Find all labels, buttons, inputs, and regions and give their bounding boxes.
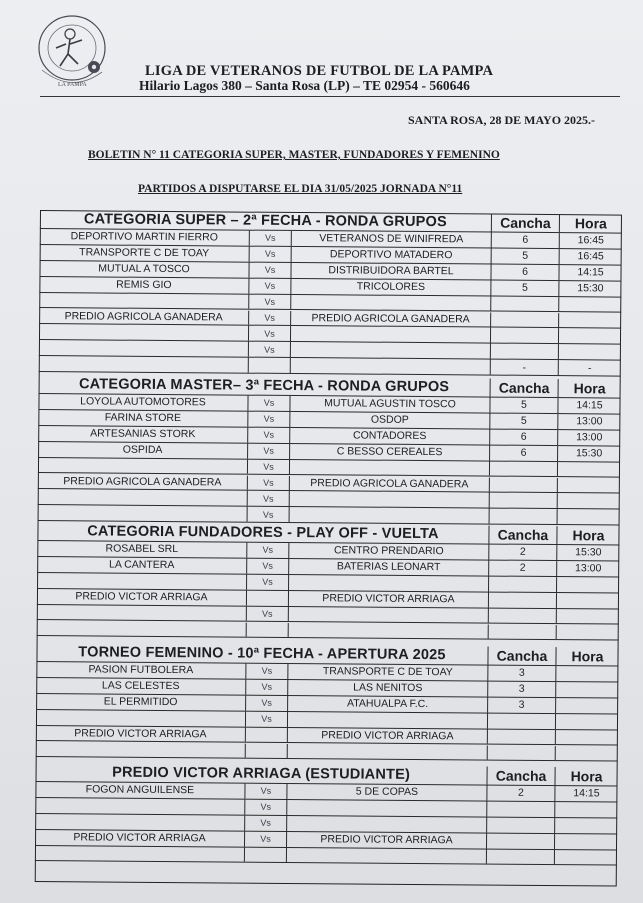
home-team: OSPIDA (38, 442, 248, 459)
match-time (557, 593, 619, 608)
match-time (559, 297, 621, 312)
section-title: CATEGORIA MASTER– 3ª FECHA - RONDA GRUPOS (39, 375, 491, 397)
home-team (36, 741, 246, 758)
away-team (290, 491, 490, 507)
court-number (489, 576, 557, 591)
court-number: 2 (489, 545, 557, 560)
home-team: LA CANTERA (37, 557, 247, 574)
vs-label: Vs (249, 342, 291, 357)
match-time (556, 698, 618, 713)
match-time (558, 462, 620, 477)
match-time: - (587, 361, 592, 374)
match-time (556, 746, 618, 761)
section-title: PREDIO VICTOR ARRIAGA (ESTUDIANTE) (36, 763, 488, 785)
match-time: 14:15 (577, 266, 604, 279)
court-number: 3 (488, 666, 556, 681)
away-team (291, 295, 491, 311)
vs-label: Vs (249, 278, 291, 293)
home-team (35, 814, 245, 831)
home-team (39, 340, 249, 357)
vs-label: Vs (249, 294, 291, 309)
court-number: 2 (487, 786, 555, 801)
court-number (488, 745, 556, 760)
away-team (289, 607, 489, 623)
home-team (37, 605, 247, 622)
home-team: TRANSPORTE C DE TOAY (40, 245, 250, 262)
home-team: PASION FUTBOLERA (36, 662, 246, 679)
away-team (288, 712, 488, 728)
away-team (290, 460, 490, 476)
match-time (559, 313, 621, 328)
court-number: - (491, 360, 559, 375)
away-team: PREDIO AGRICOLA GANADERA (290, 475, 490, 491)
home-team (35, 798, 245, 815)
away-team (289, 575, 489, 591)
time-header: Hora (571, 648, 604, 665)
liga-veteranos-logo (36, 12, 112, 90)
home-team (38, 458, 248, 475)
court-number (490, 477, 558, 492)
away-team (291, 326, 491, 342)
section-title: CATEGORIA FUNDADORES - PLAY OFF - VUELTA (37, 522, 489, 544)
vs-label: Vs (247, 574, 289, 589)
header-divider (40, 96, 620, 97)
home-team: LOYOLA AUTOMOTORES (38, 394, 248, 411)
matches-title: PARTIDOS A DISPUTARSE EL DIA 31/05/2025 JORNADA N°11 (138, 183, 463, 195)
match-time (555, 818, 617, 833)
court-header: Cancha (492, 214, 560, 233)
away-team (290, 507, 490, 523)
home-team (36, 710, 246, 727)
logo-emblem-icon (36, 12, 112, 90)
away-team: VETERANOS DE WINIFREDA (292, 231, 492, 247)
vs-label: Vs (245, 800, 287, 815)
home-team (38, 489, 248, 506)
vs-label: Vs (249, 262, 291, 277)
court-number (488, 729, 556, 744)
vs-label: Vs (245, 831, 287, 846)
away-team (291, 342, 491, 358)
court-number (490, 509, 558, 524)
vs-label (247, 622, 289, 637)
away-team: CONTADORES (290, 428, 490, 444)
court-number (491, 296, 559, 311)
home-team: PREDIO VICTOR ARRIAGA (35, 830, 245, 847)
match-time: 16:45 (577, 250, 604, 263)
match-time (558, 493, 620, 508)
away-team: 5 DE COPAS (287, 784, 487, 800)
away-team: PREDIO VICTOR ARRIAGA (287, 832, 487, 848)
away-team: LAS NENITOS (288, 680, 488, 696)
home-team: PREDIO AGRICOLA GANADERA (38, 473, 248, 490)
home-team (39, 293, 249, 310)
away-team (287, 800, 487, 816)
away-team (291, 358, 491, 374)
court-header: Cancha (491, 379, 559, 398)
match-row (36, 741, 618, 761)
court-header: Cancha (488, 647, 556, 666)
away-team (288, 743, 488, 759)
away-team: PREDIO VICTOR ARRIAGA (289, 591, 489, 607)
vs-label: Vs (248, 491, 290, 506)
time-header: Hora (572, 527, 605, 544)
section-title: CATEGORIA SUPER – 2ª FECHA - RONDA GRUPOS (40, 210, 492, 232)
away-team: TRANSPORTE C DE TOAY (288, 664, 488, 680)
home-team: FARINA STORE (38, 410, 248, 427)
home-team (39, 356, 249, 373)
home-team (37, 573, 247, 590)
court-number (489, 592, 557, 607)
court-number: 6 (490, 429, 558, 444)
vs-label: Vs (248, 459, 290, 474)
court-number (487, 849, 555, 864)
match-time: 15:30 (575, 546, 602, 559)
home-team: LAS CELESTES (36, 678, 246, 695)
section-title: TORNEO FEMENINO - 10ª FECHA - APERTURA 2025 (36, 643, 488, 665)
court-number: 2 (489, 560, 557, 575)
vs-label (247, 590, 289, 605)
bulletin-title: BOLETIN N° 11 CATEGORIA SUPER, MASTER, FUNDADORES Y FEMENINO (88, 149, 500, 161)
vs-label: Vs (245, 815, 287, 830)
match-time (557, 577, 619, 592)
match-time (556, 730, 618, 745)
vs-label: Vs (248, 396, 290, 411)
vs-label: Vs (250, 231, 292, 246)
court-number (490, 493, 558, 508)
away-team: TRICOLORES (291, 279, 491, 295)
home-team: PREDIO VICTOR ARRIAGA (36, 726, 246, 743)
match-time (556, 666, 618, 681)
vs-label (249, 358, 291, 373)
vs-label (246, 743, 288, 758)
court-number (489, 624, 557, 639)
league-name: LIGA DE VETERANOS DE FUTBOL DE LA PAMPA (145, 63, 494, 79)
match-time (557, 609, 619, 624)
match-time (558, 509, 620, 524)
home-team: ARTESANIAS STORK (38, 426, 248, 443)
court-header: Cancha (489, 526, 557, 545)
away-team: DEPORTIVO MATADERO (292, 247, 492, 263)
match-time: 16:45 (577, 234, 604, 247)
away-team: BATERIAS LEONART (289, 559, 489, 575)
vs-label: Vs (247, 559, 289, 574)
home-team (38, 505, 248, 522)
court-number: 3 (488, 697, 556, 712)
match-time (555, 802, 617, 817)
vs-label (245, 847, 287, 862)
away-team: DISTRIBUIDORA BARTEL (291, 263, 491, 279)
court-number: 3 (488, 681, 556, 696)
court-number: 6 (492, 233, 560, 248)
match-time (559, 344, 621, 359)
vs-label: Vs (249, 326, 291, 341)
svg-text:LA PAMPA: LA PAMPA (58, 82, 87, 88)
away-team: MUTUAL AGUSTIN TOSCO (290, 396, 490, 412)
vs-label: Vs (250, 247, 292, 262)
time-header: Hora (570, 768, 603, 785)
match-time (556, 714, 618, 729)
match-time: 15:30 (577, 282, 604, 295)
match-time: 13:00 (575, 562, 602, 575)
court-number (487, 833, 555, 848)
match-time (555, 850, 617, 865)
court-number: 6 (490, 445, 558, 460)
court-number (489, 608, 557, 623)
court-number: 5 (491, 280, 559, 295)
vs-label: Vs (248, 507, 290, 522)
vs-label (246, 727, 288, 742)
away-team: OSDOP (290, 412, 490, 428)
match-time: 15:30 (575, 447, 603, 460)
home-team: REMIS GIO (39, 277, 249, 294)
away-team: ATAHUALPA F.C. (288, 696, 488, 712)
away-team: PREDIO VICTOR ARRIAGA (288, 728, 488, 744)
away-team: C BESSO CEREALES (290, 444, 490, 460)
away-team: PREDIO AGRICOLA GANADERA (291, 310, 491, 326)
home-team: DEPORTIVO MARTIN FIERRO (40, 229, 250, 246)
court-number (490, 461, 558, 476)
home-team: PREDIO VICTOR ARRIAGA (37, 589, 247, 606)
issue-date: SANTA ROSA, 28 DE MAYO 2025.- (408, 113, 596, 127)
match-time (558, 478, 620, 493)
vs-label: Vs (249, 310, 291, 325)
home-team (39, 324, 249, 341)
court-number: 5 (490, 398, 558, 413)
home-team: ROSABEL SRL (37, 541, 247, 558)
court-number (487, 801, 555, 816)
match-time (559, 328, 621, 343)
court-number (487, 817, 555, 832)
vs-label: Vs (247, 606, 289, 621)
schedule-table (35, 210, 622, 887)
match-time (557, 625, 619, 640)
home-team: MUTUAL A TOSCO (39, 261, 249, 278)
home-team (35, 846, 245, 863)
court-header: Cancha (488, 767, 556, 786)
vs-label: Vs (246, 664, 288, 679)
away-team: CENTRO PRENDARIO (289, 543, 489, 559)
court-number: 5 (490, 413, 558, 428)
time-header: Hora (574, 215, 607, 232)
match-time: 14:15 (573, 787, 600, 800)
match-row (39, 356, 621, 376)
court-number (491, 312, 559, 327)
vs-label: Vs (246, 711, 288, 726)
match-time: 13:00 (576, 431, 603, 444)
vs-label: Vs (248, 427, 290, 442)
league-address: Hilario Lagos 380 – Santa Rosa (LP) – TE 02954 - 560646 (139, 78, 470, 93)
match-time (555, 834, 617, 849)
match-time (556, 682, 618, 697)
vs-label: Vs (247, 543, 289, 558)
vs-label: Vs (248, 412, 290, 427)
home-team (37, 620, 247, 637)
match-row (37, 620, 619, 640)
match-time: 14:15 (576, 399, 603, 412)
vs-label: Vs (246, 680, 288, 695)
away-team (287, 816, 487, 832)
court-number: 6 (491, 264, 559, 279)
home-team: PREDIO AGRICOLA GANADERA (39, 308, 249, 325)
home-team: FOGON ANGUILENSE (35, 782, 245, 799)
home-team: EL PERMITIDO (36, 694, 246, 711)
away-team (287, 848, 487, 864)
court-number (488, 713, 556, 728)
match-row (35, 846, 617, 866)
court-number: 5 (492, 248, 560, 263)
vs-label: Vs (246, 695, 288, 710)
time-header: Hora (573, 380, 606, 397)
vs-label: Vs (245, 784, 287, 799)
away-team (289, 622, 489, 638)
match-time: 13:00 (576, 415, 603, 428)
court-number (491, 344, 559, 359)
court-number (491, 328, 559, 343)
vs-label: Vs (248, 475, 290, 490)
vs-label: Vs (248, 443, 290, 458)
